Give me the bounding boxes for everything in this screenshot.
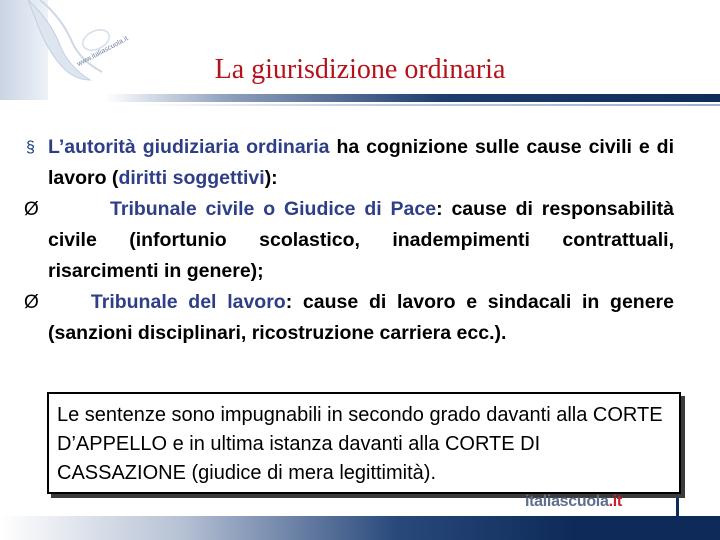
body-text: ha cognizione sulle cause civili e di lavoro (: [48, 136, 675, 189]
content-paragraph: [26, 132, 674, 194]
content-paragraph: [26, 287, 674, 349]
square-bullet-icon: §: [26, 139, 35, 156]
footer-logo-main: italiascuola: [525, 493, 609, 510]
footer-band: [0, 516, 720, 540]
body-text: : cause di lavoro e sindacali in genere (sanzioni disciplinari, ricostruzione carriera ecc.).: [48, 291, 674, 344]
footer-bar: [676, 498, 679, 534]
pen-logo-icon: [10, 0, 145, 105]
page-title: La giurisdizione ordinaria: [214, 54, 506, 85]
body-text: : cause di responsabilità civile (infortunio scolastico, inadempimenti contrattuali, risarcimenti in genere);: [48, 198, 674, 282]
body-text: ):: [264, 167, 278, 189]
highlighted-text: Tribunale civile o Giudice di Pace: [48, 198, 437, 220]
title-underline-thin: [130, 104, 720, 106]
title-underline: [105, 94, 720, 102]
content-body: [26, 132, 674, 349]
highlighted-text: L’autorità giudiziaria ordinaria: [48, 136, 330, 158]
logo-text: www.italiascuola.it: [76, 35, 130, 69]
highlighted-text: Tribunale del lavoro: [48, 291, 286, 313]
highlighted-text: diritti soggettivi: [118, 167, 265, 189]
arrow-bullet-icon: Ø: [24, 292, 39, 313]
note-box: [47, 392, 681, 494]
arrow-bullet-icon: Ø: [24, 199, 39, 220]
logo-area: [10, 0, 145, 105]
note-text: Le sentenze sono impugnabili in secondo grado davanti alla CORTE D’APPELLO e in ultima istanza davanti alla CORTE DI CASSAZIONE (giudice di mera legittimità).: [57, 404, 663, 484]
footer-logo: [525, 493, 622, 511]
footer-logo-tld: .it: [608, 493, 622, 510]
content-paragraph: [26, 194, 674, 287]
